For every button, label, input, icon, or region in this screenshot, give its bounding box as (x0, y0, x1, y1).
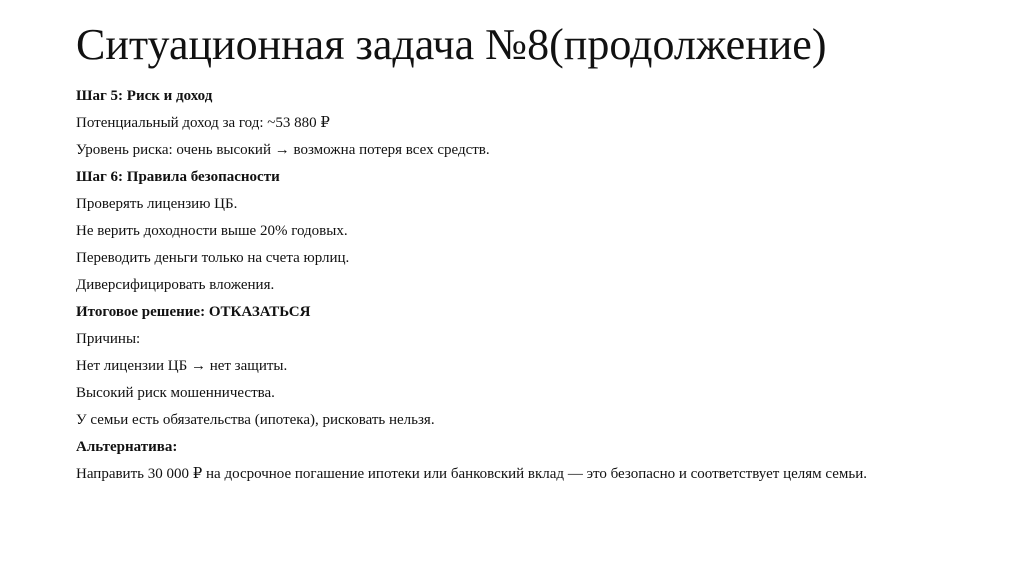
rule-yield-limit: Не верить доходности выше 20% годовых. (76, 223, 348, 239)
rule-diversify: Диверсифицировать вложения. (76, 277, 275, 293)
reason-mortgage-obligations: У семьи есть обязательства (ипотека), рисковать нельзя. (76, 412, 435, 428)
slide-content (76, 88, 956, 493)
reason-no-license: Нет лицензии ЦБ → нет защиты. (76, 358, 288, 374)
alternative-heading: Альтернатива: (76, 439, 178, 455)
potential-income-line: Потенциальный доход за год: ~53 880 ₽ (76, 115, 330, 131)
reasons-label: Причины: (76, 331, 141, 347)
slide-title: Ситуационная задача №8(продолжение) (76, 20, 827, 69)
final-decision-heading: Итоговое решение: ОТКАЗАТЬСЯ (76, 304, 311, 320)
step-5-heading: Шаг 5: Риск и доход (76, 88, 213, 104)
rule-check-license: Проверять лицензию ЦБ. (76, 196, 238, 212)
risk-level-line: Уровень риска: очень высокий → возможна потеря всех средств. (76, 142, 490, 158)
rule-legal-entity-transfers: Переводить деньги только на счета юрлиц. (76, 250, 350, 266)
step-6-heading: Шаг 6: Правила безопасности (76, 169, 280, 185)
alternative-text: Направить 30 000 ₽ на досрочное погашение ипотеки или банковский вклад — это безопасно и соответствует целям семьи. (76, 466, 867, 482)
reason-fraud-risk: Высокий риск мошенничества. (76, 385, 275, 401)
